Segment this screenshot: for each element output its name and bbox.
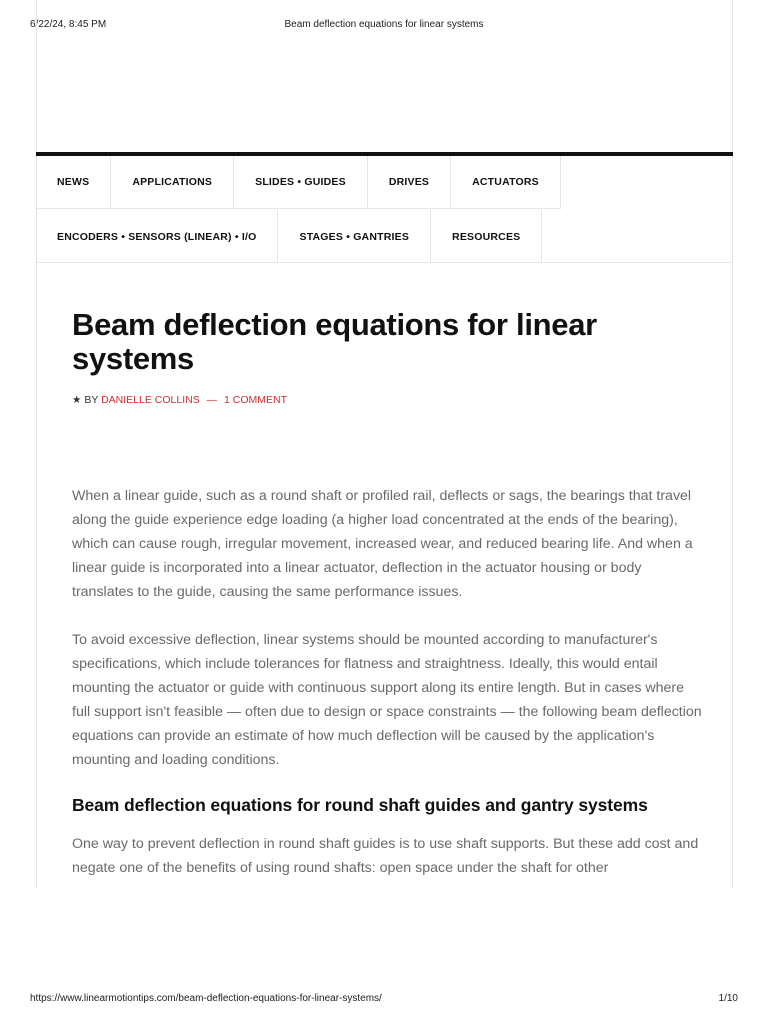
byline	[72, 394, 702, 406]
article-title: Beam deflection equations for linear systems	[72, 307, 597, 376]
byline-prefix: ★ BY	[72, 394, 99, 406]
nav-item-stages-gantries[interactable]: STAGES • GANTRIES	[278, 210, 431, 263]
nav-item-drives[interactable]: DRIVES	[368, 156, 451, 209]
article-paragraph-2: To avoid excessive deflection, linear systems should be mounted according to manufacturer's specifications, which include tolerances for flatness and straightness. Ideally, this would entail mounting the actuator or guide with continuous support along its entire length. But in cases where full support isn't feasible — often due to design or space constraints — the following beam deflection equations can provide an estimate of how much deflection will be caused by the application's mounting and loading conditions.	[72, 632, 702, 768]
print-footer	[0, 993, 768, 1007]
print-url: https://www.linearmotiontips.com/beam-deflection-equations-for-linear-systems/	[30, 993, 382, 1004]
article-paragraph-3: One way to prevent deflection in round shaft guides is to use shaft supports. But these add cost and negate one of the benefits of using round shafts: open space under the shaft for other	[72, 836, 699, 876]
article-header	[72, 308, 702, 406]
nav-item-applications[interactable]: APPLICATIONS	[111, 156, 234, 209]
print-date: 6/22/24, 8:45 PM	[30, 19, 107, 30]
comments-link[interactable]: 1 COMMENT	[224, 394, 288, 406]
author-link[interactable]: DANIELLE COLLINS	[101, 394, 200, 406]
print-title: Beam deflection equations for linear systems	[284, 19, 484, 30]
section-heading: Beam deflection equations for round shaft guides and gantry systems	[72, 795, 648, 815]
main-navigation	[36, 152, 733, 263]
nav-item-resources[interactable]: RESOURCES	[431, 210, 542, 263]
nav-item-slides-guides[interactable]: SLIDES • GUIDES	[234, 156, 368, 209]
nav-item-news[interactable]: NEWS	[36, 156, 111, 209]
nav-row-1	[36, 156, 561, 209]
nav-item-encoders-sensors[interactable]: ENCODERS • SENSORS (LINEAR) • I/O	[36, 210, 278, 263]
article-paragraph-1: When a linear guide, such as a round shaft or profiled rail, deflects or sags, the bearings that travel along the guide experience edge loading (a higher load concentrated at the ends of the bearing), which can cause rough, irregular movement, increased wear, and reduced bearing life. And when a linear guide is incorporated into a linear actuator, deflection in the actuator housing or body translates to the guide, causing the same performance issues.	[72, 488, 693, 600]
nav-row-2	[36, 210, 542, 263]
nav-item-actuators[interactable]: ACTUATORS	[451, 156, 561, 209]
page-number: 1/10	[718, 993, 738, 1004]
byline-separator: —	[206, 394, 218, 406]
